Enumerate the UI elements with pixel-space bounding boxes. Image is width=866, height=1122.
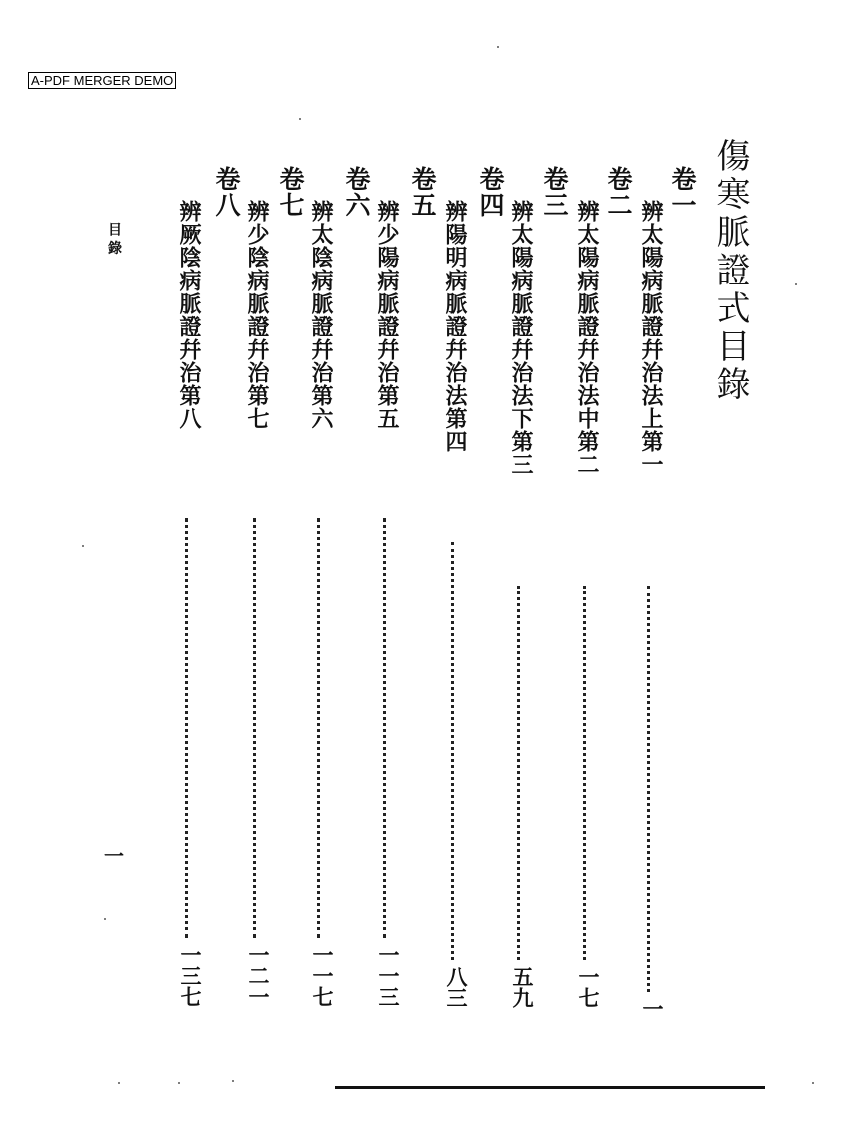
scan-speck	[82, 545, 84, 547]
toc-page-8: 一三七	[178, 944, 203, 1007]
scan-speck	[104, 918, 106, 920]
bottom-rule	[335, 1086, 765, 1089]
dot-leader-5	[383, 518, 386, 938]
toc-entry-1: 辨太陽病脈證幷治法上第一	[638, 200, 664, 476]
toc-page-7: 一二一	[246, 944, 271, 1007]
running-page-number: 一	[104, 844, 124, 868]
toc-page-5: 一一三	[376, 944, 401, 1007]
volume-heading-4: 卷四	[476, 166, 505, 218]
scan-speck	[795, 283, 797, 285]
toc-entry-5: 辨少陽病脈證幷治第五	[374, 200, 400, 430]
volume-heading-5: 卷五	[408, 166, 437, 218]
dot-leader-2	[583, 586, 586, 960]
toc-entry-6: 辨太陰病脈證幷治第六	[308, 200, 334, 430]
dot-leader-7	[253, 518, 256, 938]
volume-heading-7: 卷七	[276, 166, 305, 218]
toc-page-6: 一一七	[310, 944, 335, 1007]
toc-entry-2: 辨太陽病脈證幷治法中第二	[574, 200, 600, 476]
toc-page-1: 一	[640, 998, 665, 1019]
scan-speck	[178, 1082, 180, 1084]
toc-page-4: 八三	[444, 966, 469, 1008]
dot-leader-4	[451, 542, 454, 960]
scan-speck	[812, 1082, 814, 1084]
volume-heading-8: 卷八	[212, 166, 241, 218]
scan-speck	[232, 1080, 234, 1082]
toc-entry-8: 辨厥陰病脈證幷治第八	[176, 200, 202, 430]
page-title: 傷寒脈證式目錄	[710, 138, 750, 404]
volume-heading-2: 卷二	[604, 166, 633, 218]
toc-entry-3: 辨太陽病脈證幷治法下第三	[508, 200, 534, 476]
volume-heading-6: 卷六	[342, 166, 371, 218]
scan-speck	[497, 46, 499, 48]
dot-leader-1	[647, 586, 650, 992]
toc-page-3: 五九	[510, 966, 535, 1008]
scan-speck	[299, 118, 301, 120]
dot-leader-8	[185, 518, 188, 938]
dot-leader-3	[517, 586, 520, 960]
toc-entry-7: 辨少陰病脈證幷治第七	[244, 200, 270, 430]
volume-heading-3: 卷三	[540, 166, 569, 218]
volume-heading-1: 卷一	[668, 166, 697, 218]
toc-page-2: 一七	[576, 966, 601, 1008]
running-head: 目 錄	[106, 222, 122, 255]
dot-leader-6	[317, 518, 320, 938]
scan-speck	[118, 1082, 120, 1084]
toc-entry-4: 辨陽明病脈證幷治法第四	[442, 200, 468, 453]
watermark-label: A-PDF MERGER DEMO	[28, 72, 176, 89]
